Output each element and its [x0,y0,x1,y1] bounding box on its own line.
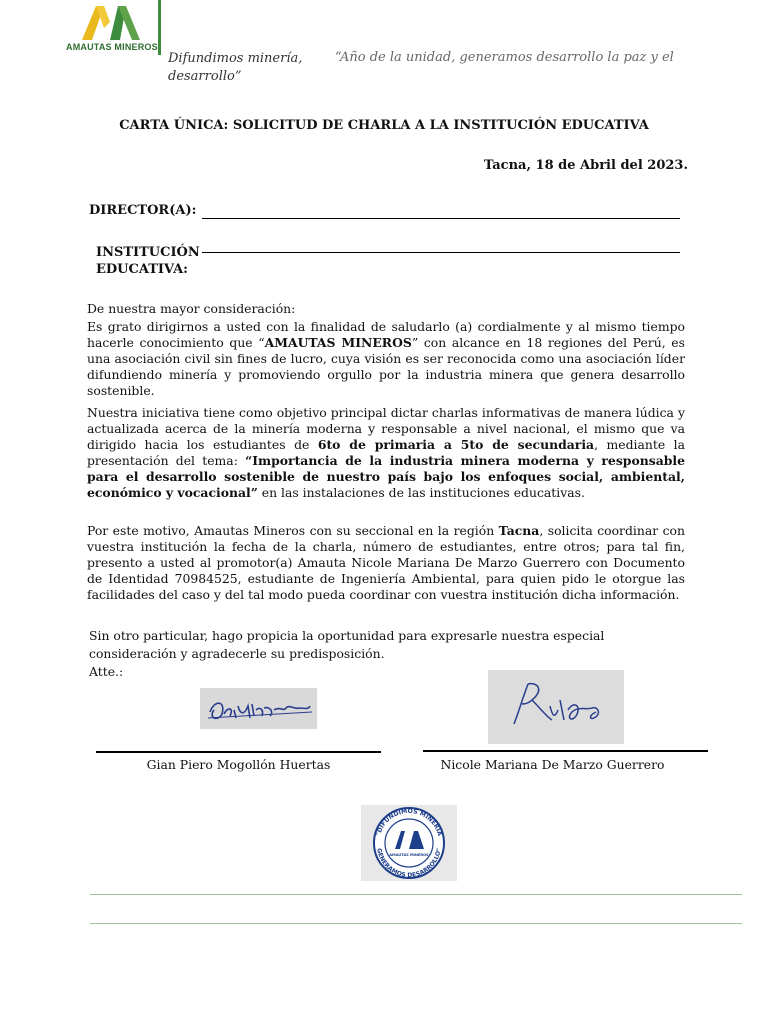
institucion-label: INSTITUCIÓN EDUCATIVA: [96,245,200,277]
logo-text: AMAUTAS MINEROS [66,42,158,52]
letter-date: Tacna, 18 de Abril del 2023. [483,158,688,173]
signer-name-left: Gian Piero Mogollón Huertas [146,757,331,772]
signature-right-icon [488,670,624,744]
paragraph-1: Es grato dirigirnos a usted con la finalidad de saludarlo (a) cordialmente y al mismo tiempo hacerle conocimiento que “AMAUTAS MINEROS” con alcance en 18 regiones del Perú, es una asociación civil sin fines de lucro, cuya visión es ser reconocida como una asociación líder difundiendo minería y promoviendo orgullo por la industria minera que genera desarrollo sostenible. [87,319,685,398]
institucion-line [202,252,680,253]
motto-right: “Año de la unidad, generamos desarrollo la paz y el [335,50,674,65]
signature-line-left [96,751,381,753]
paragraph-2: Nuestra iniciativa tiene como objetivo principal dictar charlas informativas de manera lúdica y actualizada acerca de la minería moderna y responsable a nivel nacional, el mismo que va dirigido hacia los estudiantes de 6to de primaria a 5to de secundaria, mediante la presentación del tema: “Importancia de la industria minera moderna y responsable para el desarrollo sostenible de nuestro país bajo los enfoques social, ambiental, económico y vocacional” en las instalaciones de las instituciones educativas. [87,405,685,500]
signature-right-image [488,670,624,744]
paragraph-3: Por este motivo, Amautas Mineros con su seccional en la región Tacna, solicita coordinar con vuestra institución la fecha de la charla, número de estudiantes, entre otros; para tal fin, presento a usted al promotor(a) Amauta Nicole Mariana De Marzo Guerrero con Documento de Identidad 70984525, estudiante de Ingeniería Ambiental, para quien pido le otorgue las facilidades del caso y del tal modo pueda coordinar con vuestra institución dicha información. [87,523,685,602]
seal-background [361,805,457,881]
signer-name-right: Nicole Mariana De Marzo Guerrero [440,757,665,772]
header-divider [158,0,161,55]
letter-title: CARTA ÚNICA: SOLICITUD DE CHARLA A LA INSTITUCIÓN EDUCATIVA [119,118,649,133]
seal-icon [361,805,457,881]
greeting: De nuestra mayor consideración: [87,301,296,316]
paragraph-4: Sin otro particular, hago propicia la oportunidad para expresarle nuestra especial consideración y agradecerle su predisposición. [89,628,605,661]
footer-line-2 [90,923,742,924]
signature-left-image [200,688,317,729]
logo-mark-icon [66,2,158,44]
footer-line-1 [90,894,742,895]
motto-left: Difundimos minería, desarrollo” [168,51,303,84]
signature-left-icon [200,688,317,729]
signature-line-right [423,750,708,752]
closing: Atte.: [89,664,124,679]
svg-text:GENERAMOS DESARROLLO": GENERAMOS DESARROLLO" [375,847,443,880]
svg-text:"DIFUNDIMOS MINERÍA: "DIFUNDIMOS MINERÍA [374,807,444,837]
director-label: DIRECTOR(A): [89,203,197,218]
amautas-logo [66,2,158,54]
director-line [202,218,680,219]
svg-text:AMAUTAS MINEROS: AMAUTAS MINEROS [389,853,429,857]
